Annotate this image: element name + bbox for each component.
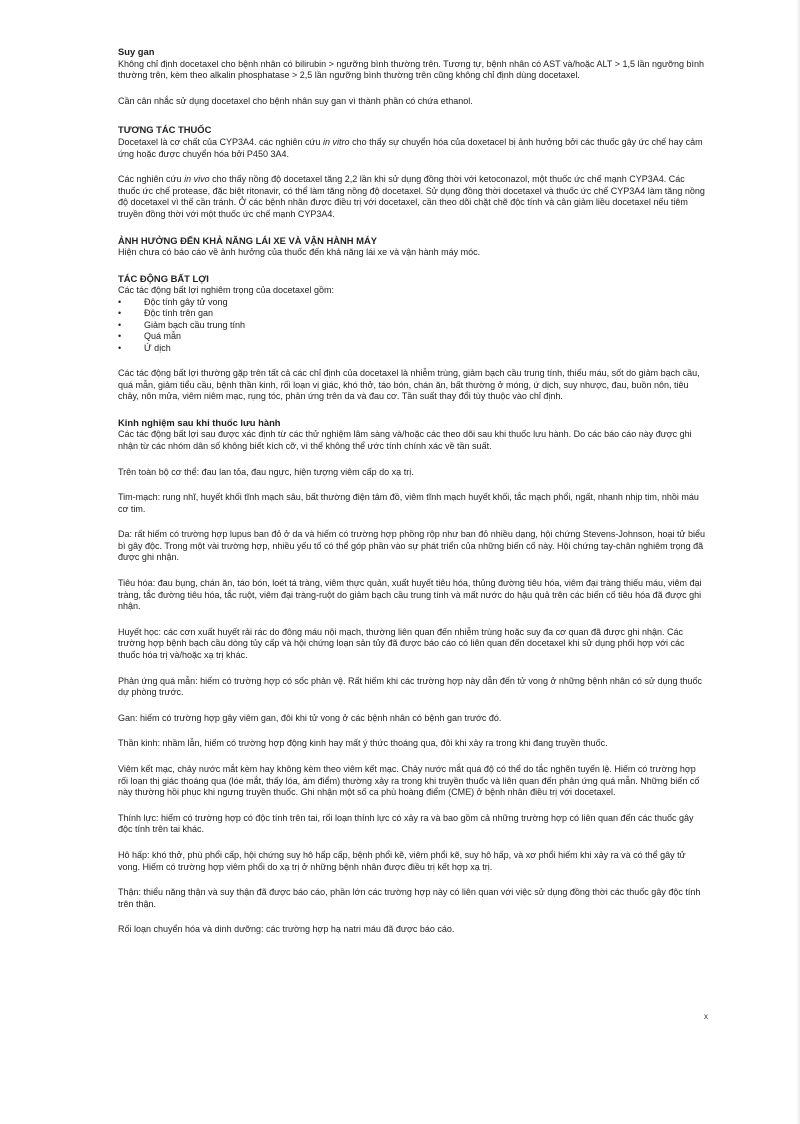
interactions-paragraph-1: Docetaxel là cơ chất của CYP3A4. các nghiên cứu in vitro cho thấy sự chuyển hóa của doxetacel bị ảnh hưởng bởi các thuốc gây ức chế hay cảm ứng hoặc được chuyển hóa bởi P450 3A4. [118,136,703,159]
body-general-paragraph: Trên toàn bộ cơ thể: đau lan tỏa, đau ngực, hiện tượng viêm cấp do xạ trị. [118,466,414,477]
adverse-heading: TÁC ĐỘNG BẤT LỢI [118,272,209,284]
list-item: • Ứ dịch [118,343,708,354]
hepatic-paragraph-1: Không chỉ định docetaxel cho bệnh nhân có bilirubin > ngưỡng bình thường trên. Tương tự, bệnh nhân có AST và/hoặc ALT > 1,5 lần ngưỡng bình thường trên, kèm theo alkalin phosphatase > 2,5 lần ngưỡng bình thường trên cũng không chỉ định dùng docetaxel. [118,58,704,81]
hematology-paragraph: Huyết học: các cơn xuất huyết rải rác do đông máu nội mạch, thường liên quan đến nhiễm trùng hoặc suy đa cơ quan đã được ghi nhận. Các trường hợp bệnh bạch cầu dòng tủy cấp và hội chứng loạn sản tủy đã được báo cáo có liên quan đến docetaxel khi sử dụng phối hợp với các thuốc hóa trị và/hoặc xạ trị khác. [118,626,685,661]
liver-paragraph: Gan: hiếm có trường hợp gây viêm gan, đôi khi tử vong ở các bệnh nhân có bệnh gan trước đó. [118,712,502,723]
adverse-list [118,297,708,354]
page-corner-mark: x [704,1012,708,1021]
adverse-paragraph-2: Các tác động bất lợi thường gặp trên tất cả các chỉ định của docetaxel là nhiễm trùng, giảm bạch cầu trung tính, thiếu máu, sốt do giảm bạch cầu, quá mẫn, giảm tiểu cầu, bệnh thần kinh, rối loạn vị giác, khó thở, táo bón, chán ăn, bất thường ở móng, ứ dịch, suy nhược, đau, buồn nôn, tiêu chảy, nôn mửa, viêm niêm mạc, rụng tóc, phản ứng trên da và đau cơ. Tần suất thay đổi tùy thuộc vào chỉ định. [118,367,700,402]
neurology-paragraph: Thần kinh: nhầm lẫn, hiếm có trường hợp động kinh hay mất ý thức thoáng qua, đôi khi xảy ra trong khi đang truyền thuốc. [118,738,608,749]
hepatic-heading: Suy gan [118,46,155,57]
hypersensitivity-paragraph: Phản ứng quá mẫn: hiếm có trường hợp có sốc phản vệ. Rất hiếm khi các trường hợp này dẫn đến tử vong ở những bệnh nhân có sử dụng thuốc dự phòng trước. [118,675,703,698]
driving-paragraph: Hiện chưa có báo cáo về ảnh hưởng của thuốc đến khả năng lái xe và vận hành máy móc. [118,247,481,258]
postmarketing-heading: Kinh nghiệm sau khi thuốc lưu hành [118,416,281,428]
metabolism-paragraph: Rối loạn chuyển hóa và dinh dưỡng: các trường hợp hạ natri máu đã được báo cáo. [118,924,455,935]
interactions-heading: TƯƠNG TÁC THUỐC [118,124,212,136]
list-item: • Độc tính trên gan [118,308,708,319]
hepatic-paragraph-2: Cần cân nhắc sử dụng docetaxel cho bệnh nhân suy gan vì thành phần có chứa ethanol. [118,95,473,106]
digestive-paragraph: Tiêu hóa: đau bụng, chán ăn, táo bón, loét tá tràng, viêm thực quản, xuất huyết tiêu hóa, thủng đường tiêu hóa, viêm đại tràng thiếu máu, viêm đại tràng, tắc đường tiêu hóa, tắc ruột, viêm đại tràng-ruột do giảm bạch cầu trung tính và mất nước do hậu quả trên các biến cố tiêu hóa đã được ghi nhận. [118,578,702,612]
scan-edge-shadow [796,0,800,1124]
list-item: • Giảm bạch cầu trung tính [118,320,708,331]
renal-paragraph: Thận: thiểu năng thận và suy thận đã được báo cáo, phần lớn các trường hợp này có liên quan với việc sử dụng đồng thời các thuốc gây độc tính trên thận. [118,887,701,909]
postmarketing-paragraph-1: Các tác động bất lợi sau được xác định từ các thử nghiệm lâm sàng và/hoặc các theo dõi sau khi thuốc lưu hành. Do các báo cáo này được ghi nhận từ các nhóm dân số không biết kích cỡ, vì thế không thể ước tính chính xác về tần suất. [118,429,692,451]
list-item: • Độc tính gây tử vong [118,297,708,308]
eye-paragraph: Viêm kết mạc, chảy nước mắt kèm hay không kèm theo viêm kết mạc. Chảy nước mắt quá độ có thể do tắc nghẽn tuyến lệ. Hiếm có trường hợp rối loạn thị giác thoáng qua (lóe mắt, thấy lóa, ám điểm) thường xảy ra trong khi truyền thuốc và liên quan đến phản ứng quá mẫn. Những biến cố này thường hồi phục khi ngưng truyền thuốc. Ghi nhận một số ca phù hoàng điểm (CME) ở bệnh nhân điều trị với docetaxel. [118,764,700,798]
skin-paragraph: Da: rất hiếm có trường hợp lupus ban đỏ ở da và hiếm có trường hợp phồng rộp như ban đỏ nhiều dạng, hội chứng Stevens-Johnson, hoại tử biểu bì gây độc. Trong một vài trường hợp, nhiều yếu tố có thể góp phần vào sự phát triển của những biến cố này. Hội chứng tay-chân nghiêm trọng đã được ghi nhận. [118,529,705,563]
respiratory-paragraph: Hô hấp: khó thở, phù phổi cấp, hội chứng suy hô hấp cấp, bệnh phổi kẽ, viêm phổi kẽ, suy hô hấp, và xơ phổi hiếm khi xảy ra và có thể gây tử vong. Hiếm có trường hợp viêm phổi do xạ trị ở những bệnh nhân được điều trị kết hợp xạ trị. [118,849,686,872]
interactions-paragraph-2: Các nghiên cứu in vivo cho thấy nồng độ docetaxel tăng 2,2 lần khi sử dụng đồng thời với ketoconazol, một thuốc ức chế mạnh CYP3A4. Các thuốc ức chế protease, đặc biệt ritonavir, có thể làm tăng nồng độ docetaxel. Sử dụng đồng thời docetaxel và thuốc ức chế CYP3A4 làm tăng nồng độ docetaxel vì thế cần tránh. Ở các bệnh nhân được điều trị với docetaxel, cần theo dõi chặt chẽ độc tính và cân giảm liều docetaxel nếu tiêm truyền đồng thời với một thuốc ức chế mạnh CYP3A4. [118,174,705,219]
adverse-intro: Các tác động bất lợi nghiêm trọng của docetaxel gồm: [118,285,335,296]
cardiovascular-paragraph: Tim-mạch: rung nhĩ, huyết khối tĩnh mạch sâu, bất thường điện tâm đồ, viêm tĩnh mạch huyết khối, tắc mạch phổi, ngất, nhanh nhịp tim, nhồi máu cơ tim. [118,492,699,514]
hearing-paragraph: Thính lực: hiếm có trường hợp có độc tính trên tai, rối loạn thính lực có xảy ra và bao gồm cả những trường hợp có liên quan đến các thuốc gây độc tính trên tai khác. [118,812,694,835]
list-item: • Quá mẫn [118,331,708,342]
driving-heading: ẢNH HƯỞNG ĐẾN KHẢ NĂNG LÁI XE VÀ VẬN HÀNH MÁY [118,234,378,246]
